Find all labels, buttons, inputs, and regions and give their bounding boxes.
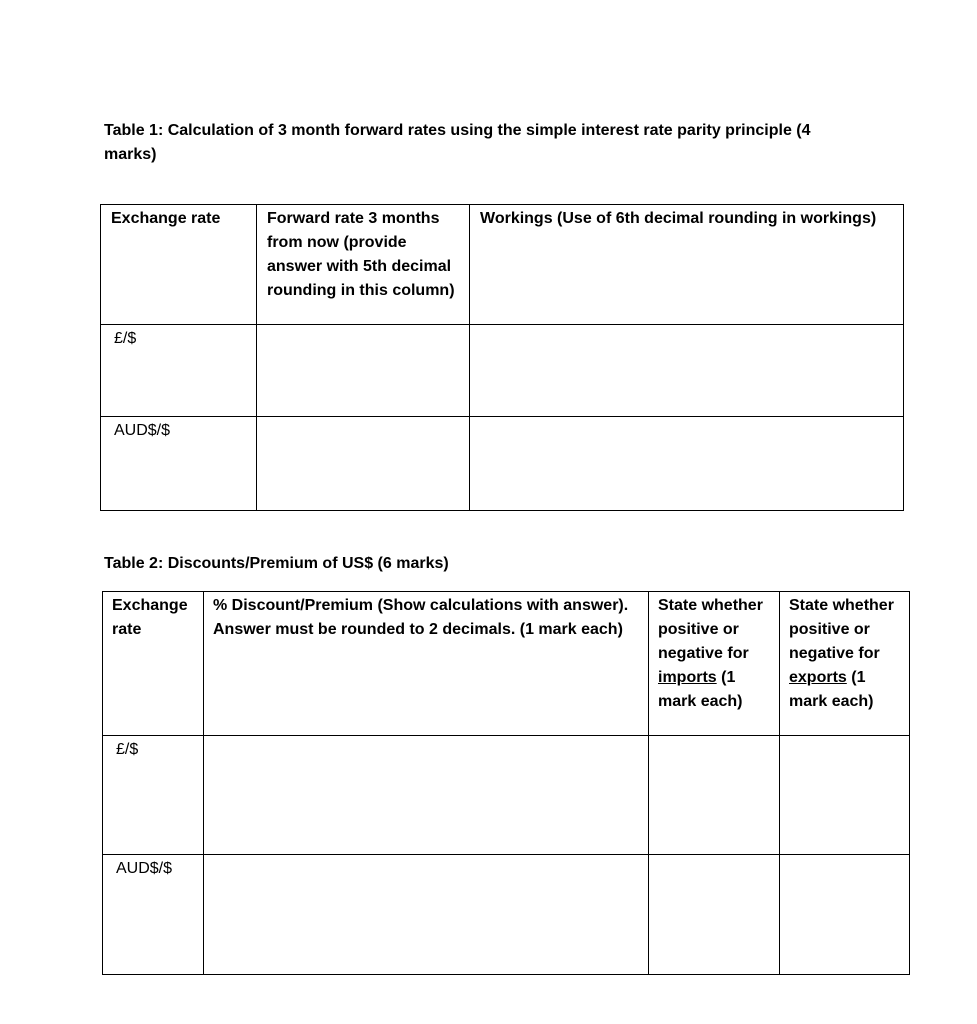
table2-caption: Table 2: Discounts/Premium of US$ (6 marks) [104,555,449,572]
table2-row-gbp-imports-cell[interactable] [649,736,780,855]
table1-row-aud-workings-cell[interactable] [470,417,904,511]
exports-header-suffix: (1 mark each) [789,669,874,710]
table2-header-discount-premium: % Discount/Premium (Show calculations with answer). Answer must be rounded to 2 decimals. (1 mark each) [204,592,649,736]
table2-row-aud-exports-cell[interactable] [780,855,910,975]
table1-caption: Table 1: Calculation of 3 month forward rates using the simple interest rate parity principle (4 marks) [104,122,811,163]
table2-header-row [103,592,910,736]
table2-header-imports [649,592,780,736]
table2-row-aud-imports-cell[interactable] [649,855,780,975]
table2-row-aud-label: AUD$/$ [103,855,204,975]
table2-row-gbp-discount-cell[interactable] [204,736,649,855]
table1-row-gbp-label: £/$ [101,325,257,417]
table1-row-gbp-workings-cell[interactable] [470,325,904,417]
forward-rates-table [100,204,904,511]
table1-header-forward-rate: Forward rate 3 months from now (provide answer with 5th decimal rounding in this column) [257,205,470,325]
imports-header-prefix: State whether positive or negative for [658,597,763,662]
table1-row-aud-label: AUD$/$ [101,417,257,511]
imports-header-word: imports [658,669,717,686]
table2-header-exchange-rate: Exchange rate [103,592,204,736]
table-row [101,325,904,417]
exports-header-word: exports [789,669,847,686]
table1-header-row [101,205,904,325]
table1-header-exchange-rate: Exchange rate [101,205,257,325]
discount-premium-table [102,591,910,975]
table-row [103,736,910,855]
imports-header-suffix: (1 mark each) [658,669,743,710]
table1-header-workings: Workings (Use of 6th decimal rounding in workings) [470,205,904,325]
table2-row-gbp-exports-cell[interactable] [780,736,910,855]
table1-row-gbp-forward-cell[interactable] [257,325,470,417]
exports-header-prefix: State whether positive or negative for [789,597,894,662]
table1-row-aud-forward-cell[interactable] [257,417,470,511]
table2-row-aud-discount-cell[interactable] [204,855,649,975]
table2-header-exports [780,592,910,736]
table-row [103,855,910,975]
table2-row-gbp-label: £/$ [103,736,204,855]
table-row [101,417,904,511]
